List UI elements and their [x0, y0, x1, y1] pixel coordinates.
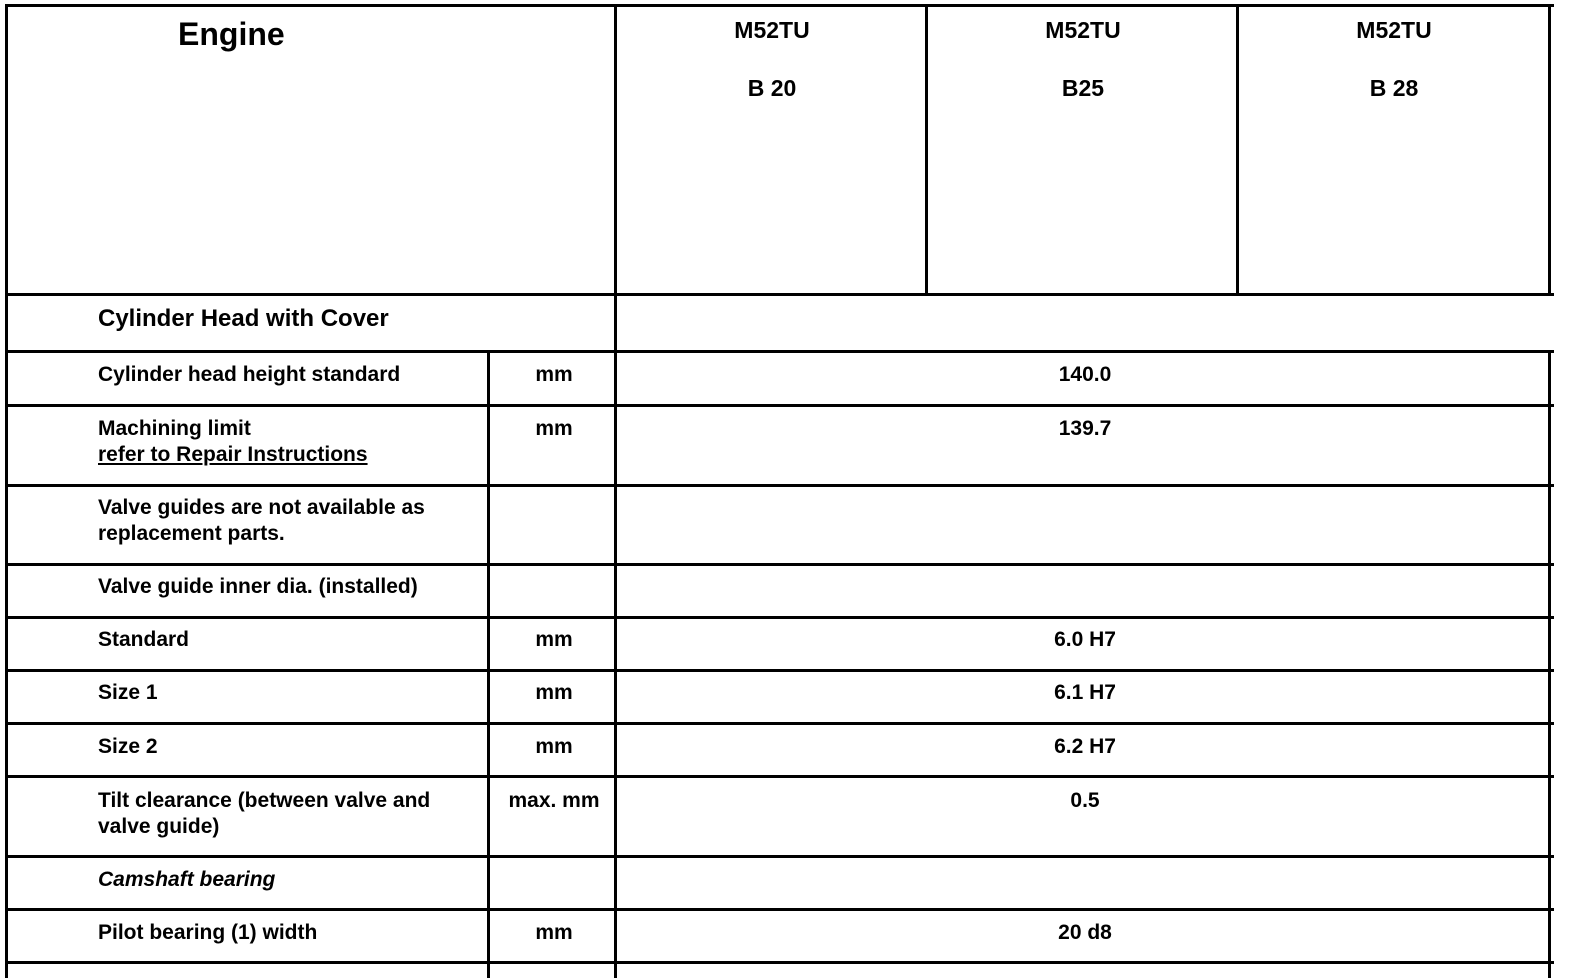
row-unit: mm	[535, 921, 573, 944]
row-label: Machining limit	[98, 417, 251, 440]
row-divider	[5, 404, 1554, 407]
row-unit: max. mm	[508, 789, 600, 812]
row-label: Valve guide inner dia. (installed)	[98, 575, 418, 598]
row-divider	[5, 484, 1554, 487]
row-divider	[5, 855, 1554, 858]
engine-variant-3: B 28	[1369, 75, 1419, 101]
table-top-border	[5, 4, 1554, 7]
row-divider	[5, 563, 1554, 566]
row-value: 140.0	[1058, 363, 1112, 386]
section-title: Cylinder Head with Cover	[98, 305, 389, 332]
row-unit: mm	[535, 681, 573, 704]
row-divider	[5, 616, 1554, 619]
engine-model-2: M52TU	[1045, 17, 1121, 43]
engine-model-3: M52TU	[1356, 17, 1432, 43]
row-unit: mm	[535, 735, 573, 758]
repair-instructions-link[interactable]: refer to Repair Instructions	[98, 443, 368, 466]
row-label: Camshaft bearing	[98, 868, 276, 891]
value-column-border	[614, 4, 617, 978]
row-label: Pilot bearing (1) width	[98, 921, 318, 944]
row-unit: mm	[535, 363, 573, 386]
row-label: Cylinder head height standard	[98, 363, 401, 386]
row-value: 6.1 H7	[1054, 681, 1116, 704]
row-value: 139.7	[1058, 417, 1112, 440]
header-bottom-border	[5, 293, 1554, 296]
row-value: 6.2 H7	[1054, 735, 1116, 758]
row-value: 20 d8	[1058, 921, 1112, 944]
row-divider	[5, 908, 1554, 911]
row-label: Standard	[98, 628, 190, 651]
row-unit: mm	[535, 417, 573, 440]
row-label: Tilt clearance (between valve and	[98, 789, 431, 812]
row-divider	[5, 350, 1554, 353]
engine-variant-2: B25	[1061, 75, 1105, 101]
engine-variant-1: B 20	[747, 75, 797, 101]
row-label: valve guide)	[98, 815, 220, 838]
engine-model-1: M52TU	[734, 17, 810, 43]
row-divider	[5, 961, 1554, 964]
row-unit: mm	[535, 628, 573, 651]
row-label: Size 1	[98, 681, 158, 704]
left-border	[5, 4, 8, 978]
row-divider	[5, 669, 1554, 672]
row-value: 0.5	[1070, 789, 1100, 812]
unit-column-border	[487, 350, 490, 978]
engine-column-border	[1236, 4, 1239, 296]
right-border	[1548, 4, 1551, 296]
engine-header-title: Engine	[178, 16, 285, 52]
row-divider	[5, 775, 1554, 778]
row-label: Valve guides are not available as	[98, 496, 425, 519]
engine-column-border	[925, 4, 928, 296]
row-value: 6.0 H7	[1054, 628, 1116, 651]
row-label: replacement parts.	[98, 522, 285, 545]
row-divider	[5, 722, 1554, 725]
right-border	[1548, 350, 1551, 978]
row-label: Size 2	[98, 735, 158, 758]
